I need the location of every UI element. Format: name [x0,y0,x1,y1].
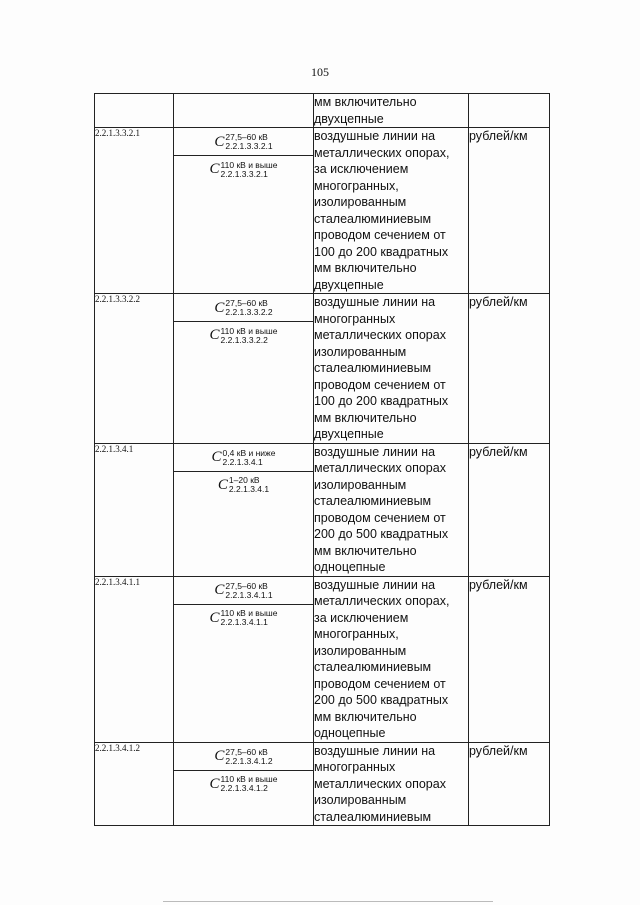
description-line: проводом сечением от [314,228,446,242]
rate-symbol-voltage: 110 кВ и выше [220,774,278,784]
rate-symbols [174,94,313,95]
table-row [95,94,550,128]
rate-symbol-letter: C [209,327,220,343]
rate-symbol-index: 2.2.1.3.4.1.2 [225,755,273,766]
description-line: металлических опорах, [314,594,450,608]
description-line: воздушные линии на [314,295,436,309]
rate-symbol-letter: C [209,775,220,792]
description-line: металлических опорах [314,328,446,342]
rate-symbol-index: 2.2.1.3.3.2.2 [225,307,273,317]
rate-symbol [174,771,313,798]
row-unit: рублей/км [469,576,550,742]
row-unit: рублей/км [469,128,550,294]
description-line: воздушные линии на [314,129,436,143]
rate-symbols [174,128,313,183]
description-line: изолированным [314,793,407,807]
rate-symbol [174,322,313,349]
description-line: двухцепные [314,277,384,292]
rate-symbol-letter: C [209,161,220,177]
row-code [95,94,174,128]
row-code: 2.2.1.3.4.1 [95,443,174,576]
rate-symbol-voltage: 27,5–60 кВ [225,746,268,757]
rate-symbol-voltage: 1–20 кВ [228,475,260,485]
description-line: воздушные линии на [314,743,436,758]
rate-symbol-indices [221,327,278,345]
description-line: изолированным [314,643,407,658]
description-line: двухцепные [314,427,384,441]
rate-symbol-voltage: 27,5–60 кВ [225,298,268,308]
rate-symbol-voltage: 110 кВ и выше [220,159,278,170]
rate-symbol [174,156,313,183]
row-code: 2.2.1.3.3.2.1 [95,128,174,294]
table-row [95,576,550,742]
row-unit: рублей/км [469,443,550,576]
rate-symbol-index: 2.2.1.3.4.1.1 [220,617,268,627]
row-description [314,576,469,742]
description-line: 100 до 200 квадратных [314,244,449,259]
description-line: за исключением [314,610,409,625]
row-unit [469,94,550,128]
rate-symbol-index: 2.2.1.3.4.1 [222,456,263,467]
description-line: металлических опорах [314,776,446,791]
rate-symbol-letter: C [211,449,222,465]
rate-symbol [174,744,313,771]
rate-symbol-voltage: 27,5–60 кВ [225,132,268,142]
description-line: изолированным [314,195,407,209]
description-line: 200 до 500 квадратных [314,693,449,707]
rate-symbols [174,444,313,499]
rate-symbol-letter: C [217,476,228,493]
description-line: воздушные линии на [314,577,436,592]
description-line: воздушные линии на [314,444,436,459]
rate-symbol [174,445,313,472]
row-description [314,128,469,294]
tariff-table-body [95,94,550,826]
description-line: многогранных [314,760,396,774]
rate-symbol-index: 2.2.1.3.4.1.1 [225,589,273,600]
description-line: одноцепные [314,726,386,740]
row-description [314,294,469,444]
rate-symbol-indices [225,748,272,766]
rate-symbol-indices [225,299,272,317]
rate-symbol [174,472,313,499]
rate-symbols [174,743,313,798]
rate-symbol-indices [223,449,276,467]
description-line: за исключением [314,162,409,176]
rate-symbol-voltage: 110 кВ и выше [220,608,278,618]
row-description [314,94,469,128]
description-line: одноцепные [314,560,386,574]
table-row [95,294,550,444]
rate-symbols-cell [174,294,314,444]
description-line: мм включительно [314,709,417,724]
rate-symbol-voltage: 110 кВ и выше [220,325,278,336]
rate-symbol [174,129,313,156]
rate-symbol-indices [229,476,269,494]
rate-symbols [174,294,313,349]
page-bottom-rule [163,901,493,902]
rate-symbol-letter: C [214,582,225,598]
row-code: 2.2.1.3.3.2.2 [95,294,174,444]
rate-symbol-index: 2.2.1.3.3.2.2 [220,334,268,345]
description-line: 100 до 200 квадратных [314,394,449,408]
rate-symbols [174,577,313,632]
description-line: сталеалюминиевым [314,361,432,375]
description-line: проводом сечением от [314,510,446,525]
description-line: мм включительно [314,95,417,109]
description-line: сталеалюминиевым [314,809,432,824]
rate-symbol-letter: C [209,609,220,626]
description-line: металлических опорах, [314,145,450,160]
rate-symbol-letter: C [214,748,225,764]
rate-symbol-letter: C [214,133,225,150]
rate-symbols-cell [174,128,314,294]
rate-symbol-index: 2.2.1.3.3.2.1 [225,141,273,151]
description-line: сталеалюминиевым [314,660,432,674]
rate-symbol [174,295,313,322]
table-row [95,742,550,826]
page-number: 105 [311,65,329,79]
rate-symbol-voltage: 0,4 кВ и ниже [222,447,276,458]
description-line: сталеалюминиевым [314,211,432,226]
description-line: мм включительно [314,543,417,558]
description-line: 200 до 500 квадратных [314,527,449,541]
row-unit: рублей/км [469,742,550,826]
rate-symbol [174,605,313,632]
rate-symbol-index: 2.2.1.3.3.2.1 [220,168,268,179]
rate-symbol-voltage: 27,5–60 кВ [225,580,268,591]
rate-symbol-index: 2.2.1.3.4.1.2 [220,783,268,793]
rate-symbol-indices [225,582,272,600]
rate-symbol-indices [221,609,278,627]
row-description [314,443,469,576]
rate-symbols-cell [174,742,314,826]
table-row [95,128,550,294]
row-unit: рублей/км [469,294,550,444]
description-line: изолированным [314,477,407,492]
rate-symbols-cell [174,443,314,576]
description-line: сталеалюминиевым [314,494,432,508]
row-code: 2.2.1.3.4.1.2 [95,742,174,826]
description-line: металлических опорах [314,461,446,475]
rate-symbol-indices [225,133,272,151]
description-line: многогранных [314,311,396,326]
description-line: мм включительно [314,410,417,425]
rate-symbols-cell [174,94,314,128]
rate-symbol-indices [221,161,278,179]
rate-symbol-index: 2.2.1.3.4.1 [228,484,270,494]
rate-symbol-letter: C [214,299,225,316]
row-code: 2.2.1.3.4.1.1 [95,576,174,742]
description-line: изолированным [314,344,407,359]
description-line: двухцепные [314,111,384,126]
description-line: многогранных, [314,627,399,641]
rate-symbols-cell [174,576,314,742]
rate-symbol [174,578,313,605]
description-line: проводом сечением от [314,377,446,392]
table-row [95,443,550,576]
description-line: мм включительно [314,261,417,275]
description-line: проводом сечением от [314,676,446,691]
tariff-table [94,93,550,826]
rate-symbol-indices [221,775,278,793]
description-line: многогранных, [314,178,399,193]
row-description [314,742,469,826]
